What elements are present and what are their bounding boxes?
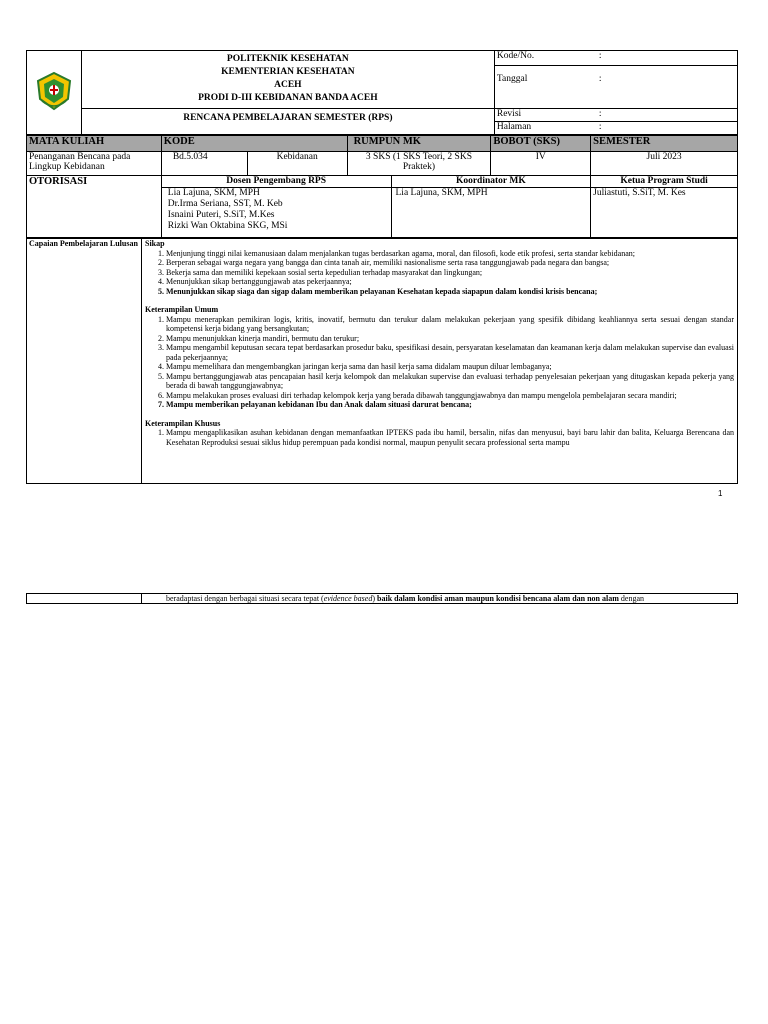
list-item: 4. Menunjukkan sikap bertanggungjawab atas pekerjaannya; [166,277,734,287]
list-item: 2. Berperan sebagai warga negara yang bangga dan cinta tanah air, memiliki nasionalisme serta rasa tanggungjawab pada negara dan bangsa; [166,258,734,268]
list-item: 2. Mampu menunjukkan kinerja mandiri, bermutu dan terukur; [166,334,734,344]
developers-cell [161,188,391,238]
course-rumpun: Kebidanan [247,152,347,176]
sikap-list [145,249,734,297]
list-item: 4. Mampu memelihara dan mengembangkan jaringan kerja sama dan hasil kerja sama didalam maupun diluar lembaganya; [166,362,734,372]
meta-top [494,51,737,109]
khusus-title: Keterampilan Khusus [145,418,221,428]
continuation-text-part: ) [372,594,376,603]
developer-name: Isnaini Puteri, S.SiT, M.Kes [167,210,275,220]
sikap-title: Sikap [145,239,165,248]
meta-label-revisi: Revisi [495,109,597,121]
meta-label-halaman: Halaman [495,121,597,133]
list-item: 7. Mampu memberikan pelayanan kebidanan Ibu dan Anak dalam situasi darurat bencana; [166,400,734,410]
header-bobot: BOBOT (SKS) [491,136,591,152]
meta-value-kode: : [597,51,737,65]
cpl-table [26,238,738,484]
institution-line: KEMENTERIAN KESEHATAN [221,67,355,77]
developer-name: Lia Lajuna, SKM, MPH [167,188,260,198]
umum-title: Keterampilan Umum [145,305,219,314]
head-name: Juliastuti, S.SiT, M. Kes [591,188,738,238]
continuation-bold: baik dalam kondisi aman maupun kondisi bencana alam dan non alam [375,594,619,603]
meta-bottom [494,109,737,135]
header-mata-kuliah: MATA KULIAH [27,136,162,152]
meta-value-revisi: : [597,109,737,121]
rps-document [26,50,738,484]
course-date: Juli 2023 [591,152,738,176]
list-item: 1. Menjunjung tinggi nilai kemanusiaan dalam menjalankan tugas berdasarkan agama, moral, dan filosofi, kode etik profesi, serta standar kebidanan; [166,249,734,259]
meta-label-kode: Kode/No. [495,51,597,65]
otorisasi-label: OTORISASI [27,176,162,238]
list-item: 5. Menunjukkan sikap siaga dan sigap dalam memberikan pelayanan Kesehatan kepada siapapun dalam kondisi krisis bencana; [166,287,734,297]
list-item: 5. Mampu bertanggungjawab atas pencapaian hasil kerja kelompok dan melakukan supervise dan evaluasi terhadap penyelesaian pekerjaan yang ditugaskan kepada pekerja yang berada di bawah tanggungjawabnya; [166,372,734,391]
meta-value-tanggal: : [597,65,737,108]
page-number: 1 [718,489,723,498]
continuation-italic: evidence based [323,594,373,603]
continuation-text [142,594,738,604]
course-semester: IV [491,152,591,176]
course-bobot: 3 SKS (1 SKS Teori, 2 SKS Praktek) [347,152,491,176]
poltekkes-crest-icon [34,71,74,111]
meta-label-tanggal: Tanggal [495,65,597,108]
logo-cell [27,51,82,135]
list-item: 3. Mampu mengambil keputusan secara tepat berdasarkan prosedur baku, spesifikasi desain, persyaratan keselamatan dan keamanan kerja dalam melakukan supervise dan evaluasi pada pekerjaannya; [166,343,734,362]
header-ketua-prodi: Ketua Program Studi [591,176,738,188]
developer-name: Rizki Wan Oktabina SKG, MSi [167,221,288,231]
course-name: Penanganan Bencana pada Lingkup Kebidanan [27,152,162,176]
header-dosen-pengembang: Dosen Pengembang RPS [161,176,391,188]
coordinator-name: Lia Lajuna, SKM, MPH [391,188,591,238]
khusus-list [145,428,734,447]
document-title: RENCANA PEMBELAJARAN SEMESTER (RPS) [81,109,494,135]
continuation-text-part: beradaptasi dengan berbagai situasi secara tepat ( [166,594,324,603]
header-semester: SEMESTER [591,136,738,152]
list-item: 6. Mampu melakukan proses evaluasi diri terhadap kelompok kerja yang berada dibawah tanggungjawabnya dan mampu mengelola pembelajaran secara mandiri; [166,391,734,401]
document-header [26,50,738,135]
institution-line: PRODI D-III KEBIDANAN BANDA ACEH [198,93,378,103]
course-table [26,135,738,238]
continuation-text-part: dengan [618,594,644,603]
continuation-table [26,593,738,604]
umum-list [145,315,734,410]
list-item: 1. Mampu menerapkan pemikiran logis, kritis, inovatif, bermutu dan terukur dalam melakukan pekerjaan yang spesifik dibidang keahliannya serta sesuai dengan standar kompetensi kerja bidang yang bersangkutan; [166,315,734,334]
institution-block [81,51,494,109]
cpl-label: Capaian Pembelajaran Lulusan [27,239,142,484]
course-code: Bd.5.034 [161,152,247,176]
institution-line: POLITEKNIK KESEHATAN [226,54,349,64]
meta-value-halaman: : [597,121,737,133]
developer-name: Dr.Irma Seriana, SST, M. Keb [167,199,283,209]
header-kode: KODE [161,136,347,152]
header-koordinator: Koordinator MK [391,176,591,188]
institution-line: ACEH [274,80,302,90]
continuation-label-cell [27,594,142,604]
header-rumpun: RUMPUN MK [347,136,491,152]
list-item: 1. Mampu mengaplikasikan asuhan kebidanan dengan memanfaatkan IPTEKS pada ibu hamil, bersalin, nifas dan menyusui, bayi baru lahir dan balita, Keluarga Berencana dan Kesehatan Reproduksi sesuai siklus hidup perempuan pada kondisi normal, maupun penyulit secara professional serta mampu [166,428,734,447]
cpl-content [142,239,738,484]
list-item: 3. Bekerja sama dan memiliki kepekaan sosial serta kepedulian terhadap masyarakat dan lingkungan; [166,268,734,278]
